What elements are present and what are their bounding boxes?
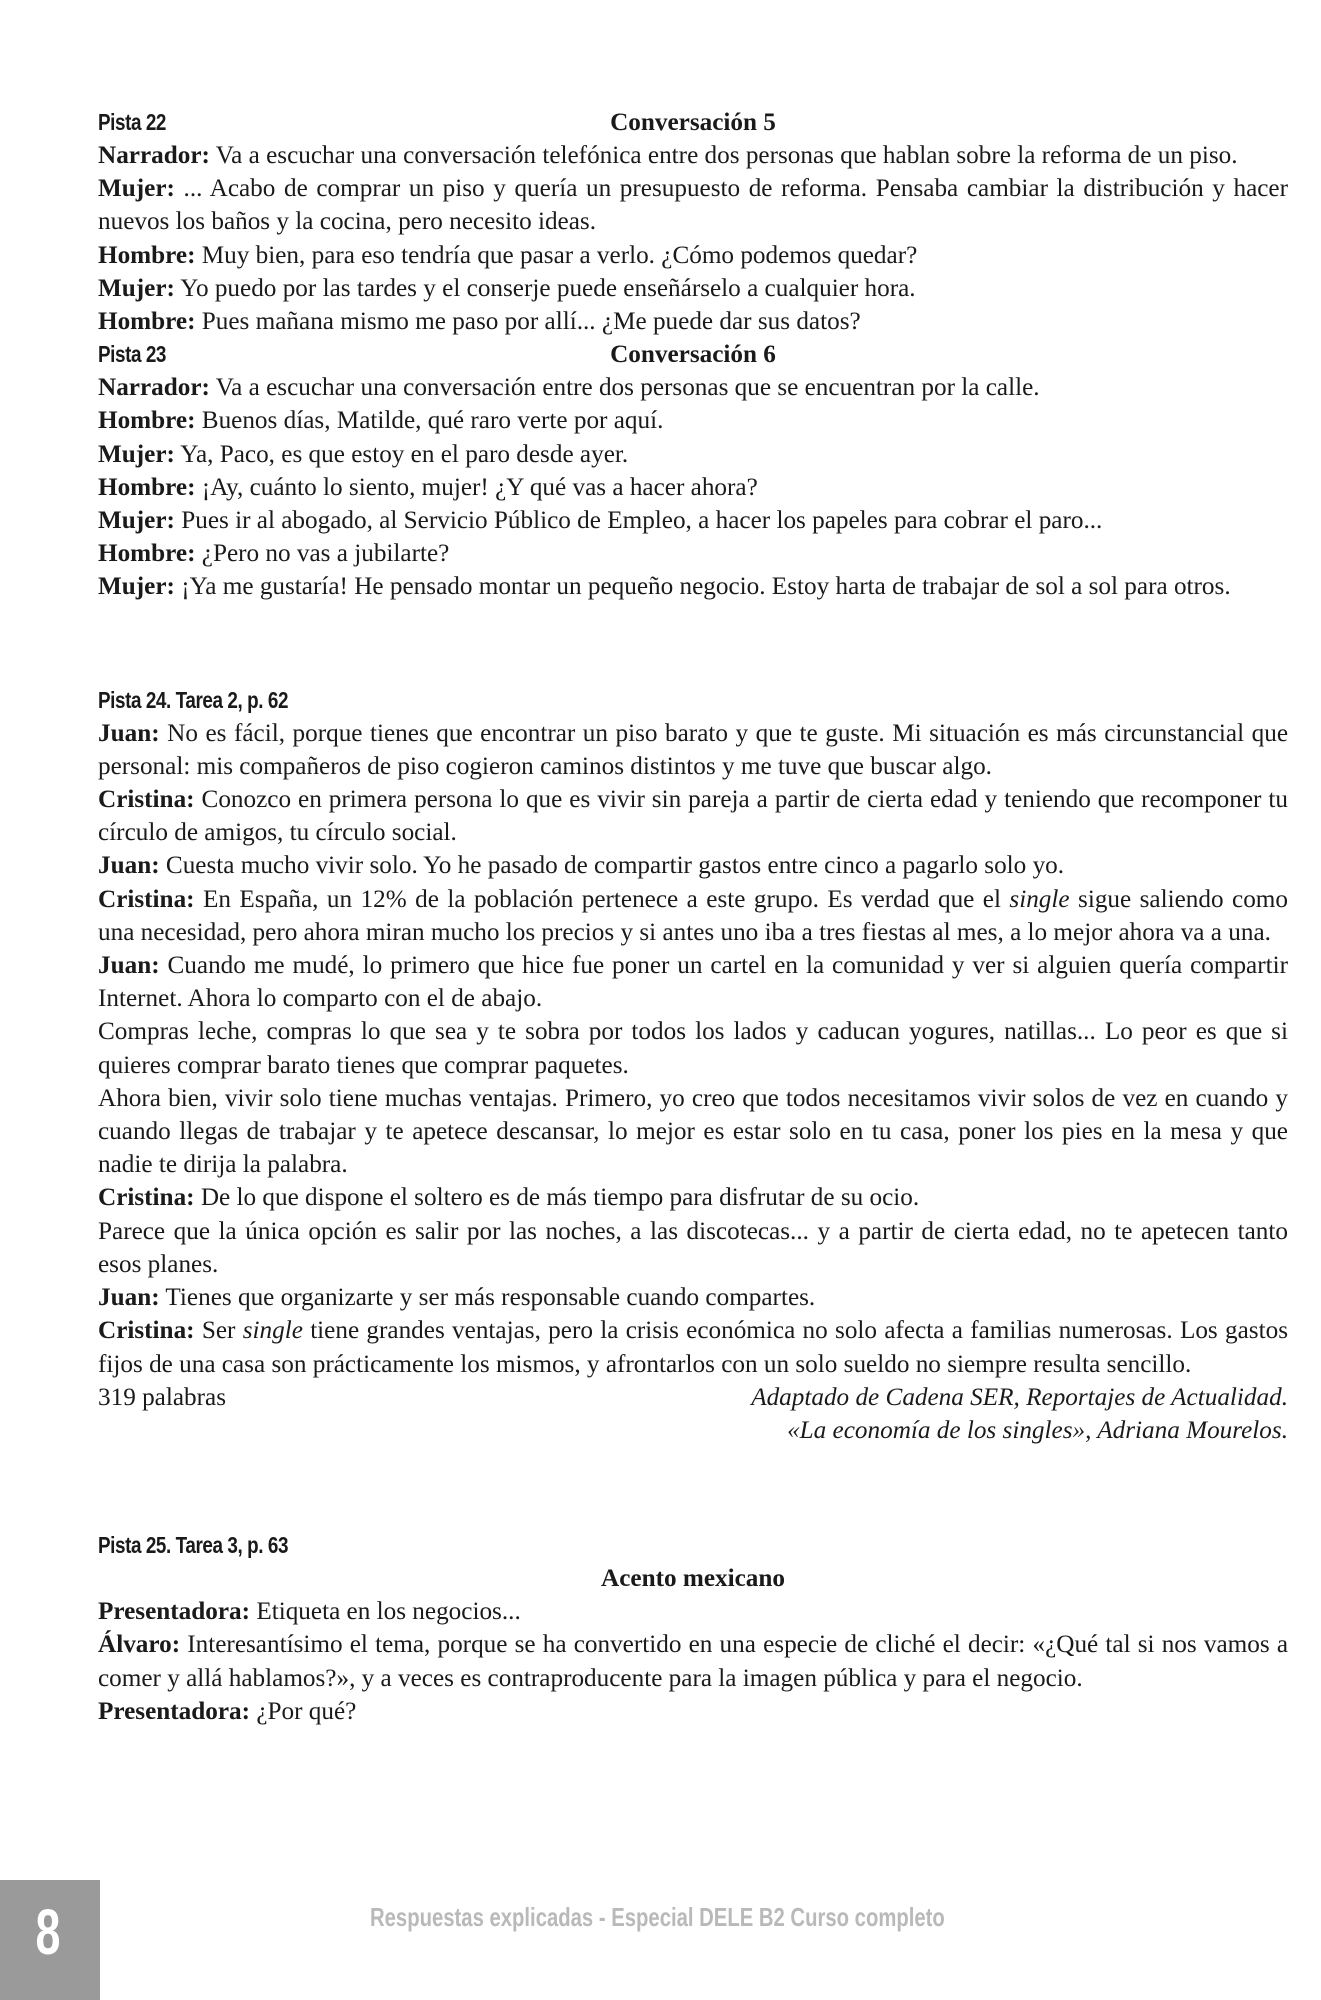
speaker-label: Juan: (98, 852, 160, 880)
dialogue-text: ¡Ay, cuánto lo siento, mujer! ¿Y qué vas a hacer ahora? (195, 473, 758, 501)
dialogue-line (98, 371, 1288, 404)
speaker-label: Hombre: (98, 241, 196, 269)
dialogue-text: ¿Pero no vas a jubilarte? (195, 540, 450, 568)
transcript-22 (98, 139, 1288, 338)
dialogue-line (98, 272, 1288, 305)
dialogue-text: Ser (194, 1317, 243, 1345)
dialogue-text: Va a escuchar una conversación entre dos personas que se encuentran por la calle. (209, 374, 1040, 402)
speaker-label: Hombre: (98, 473, 196, 501)
running-footer-title: Respuestas explicadas - Especial DELE B2 Curso completo (370, 1902, 945, 1932)
speaker-label: Narrador: (98, 142, 210, 169)
dialogue-text: Ya, Paco, es que estoy en el paro desde ayer. (174, 440, 629, 468)
dialogue-line (98, 1595, 1288, 1628)
conversation-title: Acento mexicano (601, 1564, 785, 1592)
track-header-24 (98, 684, 1288, 717)
dialogue-text: Interesantísimo el tema, porque se ha convertido en una especie de cliché el decir: «¿Qué tal si nos vamos a comer y allá hablamos?», y a veces es contraproducente para la imagen pública y para el negocio. (98, 1631, 1288, 1692)
speaker-label: Cristina: (98, 786, 195, 814)
dialogue-line (98, 849, 1288, 882)
paragraph: Compras leche, compras lo que sea y te sobra por todos los lados y caducan yogures, natillas... Lo peor es que si quieres comprar barato tienes que comprar paquetes. (98, 1018, 1288, 1079)
dialogue-line (98, 1281, 1288, 1314)
track-label: Pista 22 (98, 109, 167, 135)
dialogue-text: Tienes que organizarte y ser más responsable cuando compartes. (159, 1284, 816, 1312)
speaker-label: Cristina: (98, 1184, 195, 1212)
emphasis-word: single (1009, 885, 1070, 913)
speaker-label: Mujer: (98, 175, 175, 203)
dialogue-text: En España, un 12% de la población pertenece a este grupo. Es verdad que el (194, 885, 1010, 913)
dialogue-text: Buenos días, Matilde, qué raro verte por aquí. (195, 407, 664, 435)
dialogue-line (98, 1181, 1288, 1214)
dialogue-text: Cuesta mucho vivir solo. Yo he pasado de compartir gastos entre cinco a pagarlo solo yo. (159, 852, 1065, 880)
speaker-label: Mujer: (98, 440, 175, 468)
dialogue-line (98, 471, 1288, 504)
transcript-24 (98, 717, 1288, 1447)
dialogue-line (98, 1314, 1288, 1380)
speaker-label: Mujer: (98, 573, 175, 601)
dialogue-text: Va a escuchar una conversación telefónica entre dos personas que hablan sobre la reforma de un piso. (209, 142, 1238, 169)
dialogue-text: ... Acabo de comprar un piso y quería un presupuesto de reforma. Pensaba cambiar la distribución y hacer nuevos los baños y la cocina, pero necesito ideas. (98, 175, 1288, 236)
speaker-label: Narrador: (98, 374, 210, 402)
dialogue-line (98, 438, 1288, 471)
speaker-label: Juan: (98, 952, 160, 980)
speaker-label: Mujer: (98, 507, 175, 535)
dialogue-line (98, 239, 1288, 272)
track-label: Pista 24. Tarea 2, p. 62 (98, 686, 289, 713)
dialogue-text: Yo puedo por las tardes y el conserje puede enseñárselo a cualquier hora. (174, 274, 916, 302)
speaker-label: Cristina: (98, 885, 195, 913)
transcript-25 (98, 1595, 1288, 1728)
dialogue-line (98, 172, 1288, 238)
page-number: 8 (35, 1896, 61, 1968)
speaker-label: Hombre: (98, 540, 196, 568)
dialogue-line (98, 504, 1288, 537)
speaker-label: Presentadora: (98, 1598, 251, 1626)
source-row (98, 1381, 1288, 1414)
speaker-label: Juan: (98, 719, 160, 747)
dialogue-text: Conozco en primera persona lo que es vivir sin pareja a partir de cierta edad y teniendo que recomponer tu círculo de amigos, tu círculo social. (98, 786, 1288, 847)
speaker-label: Juan: (98, 1284, 160, 1312)
dialogue-line (98, 783, 1288, 849)
dialogue-text: Cuando me mudé, lo primero que hice fue poner un cartel en la comunidad y ver si alguien quería compartir Internet. Ahora lo comparto con el de abajo. (98, 952, 1288, 1013)
section-spacer (98, 604, 1288, 684)
dialogue-line (98, 537, 1288, 570)
track-header-25 (98, 1529, 1288, 1562)
page-content (98, 106, 1288, 1728)
speaker-label: Presentadora: (98, 1697, 251, 1725)
dialogue-text: Etiqueta en los negocios... (250, 1598, 521, 1626)
speaker-label: Mujer: (98, 274, 175, 302)
paragraph: Parece que la única opción es salir por las noches, a las discotecas... y a partir de cierta edad, no te apetecen tanto esos planes. (98, 1217, 1288, 1278)
dialogue-text: sigue saliendo como una necesidad, pero ahora miran mucho los precios y si antes uno iba a tres fiestas al mes, a lo mejor ahora va a una. (98, 885, 1288, 946)
dialogue-line (98, 1695, 1288, 1728)
dialogue-line (98, 305, 1288, 338)
dialogue-text: Pues ir al abogado, al Servicio Público de Empleo, a hacer los papeles para cobrar el paro... (174, 507, 1103, 535)
dialogue-line (98, 949, 1288, 1015)
emphasis-word: single (242, 1317, 303, 1345)
track-header-22 (98, 106, 1288, 139)
conversation-title: Conversación 5 (610, 109, 776, 136)
dialogue-text: Pues mañana mismo me paso por allí... ¿Me puede dar sus datos? (195, 308, 861, 336)
dialogue-line (98, 404, 1288, 437)
source-citation-title: «La economía de los singles», Adriana Mourelos. (787, 1416, 1288, 1444)
dialogue-line (98, 139, 1288, 172)
section-spacer (98, 1447, 1288, 1529)
conversation-title: Conversación 6 (610, 341, 776, 369)
dialogue-text: tiene grandes ventajas, pero la crisis económica no solo afecta a familias numerosas. Los gastos fijos de una casa son prácticamente los mismos, y afrontarlos con un solo sueldo no siempre resulta sencillo. (98, 1317, 1288, 1378)
dialogue-text: ¿Por qué? (250, 1697, 357, 1725)
speaker-label: Hombre: (98, 308, 196, 336)
dialogue-line (98, 1628, 1288, 1694)
source-citation: Adaptado de Cadena SER, Reportajes de Actualidad. (751, 1383, 1288, 1411)
track-label: Pista 23 (98, 341, 167, 368)
speaker-label: Hombre: (98, 407, 196, 435)
dialogue-line (98, 570, 1288, 603)
dialogue-text: ¡Ya me gustaría! He pensado montar un pequeño negocio. Estoy harta de trabajar de sol a sol para otros. (174, 573, 1231, 601)
dialogue-line (98, 883, 1288, 949)
word-count: 319 palabras (98, 1383, 226, 1411)
speaker-label: Cristina: (98, 1317, 195, 1345)
transcript-23 (98, 371, 1288, 603)
dialogue-text: No es fácil, porque tienes que encontrar un piso barato y que te guste. Mi situación es más circunstancial que personal: mis compañeros de piso cogieron caminos distintos y me tuve que buscar algo. (98, 719, 1288, 780)
dialogue-line (98, 717, 1288, 783)
track-label: Pista 25. Tarea 3, p. 63 (98, 1531, 289, 1558)
paragraph: Ahora bien, vivir solo tiene muchas ventajas. Primero, yo creo que todos necesitamos vivir solos de vez en cuando y cuando llegas de trabajar y te apetece descansar, lo mejor es estar solo en tu casa, poner los pies en la mesa y que nadie te dirija la palabra. (98, 1084, 1288, 1179)
dialogue-text: De lo que dispone el soltero es de más tiempo para disfrutar de su ocio. (194, 1184, 920, 1212)
track-header-23 (98, 338, 1288, 371)
dialogue-text: Muy bien, para eso tendría que pasar a verlo. ¿Cómo podemos quedar? (195, 241, 918, 269)
speaker-label: Álvaro: (98, 1631, 181, 1659)
